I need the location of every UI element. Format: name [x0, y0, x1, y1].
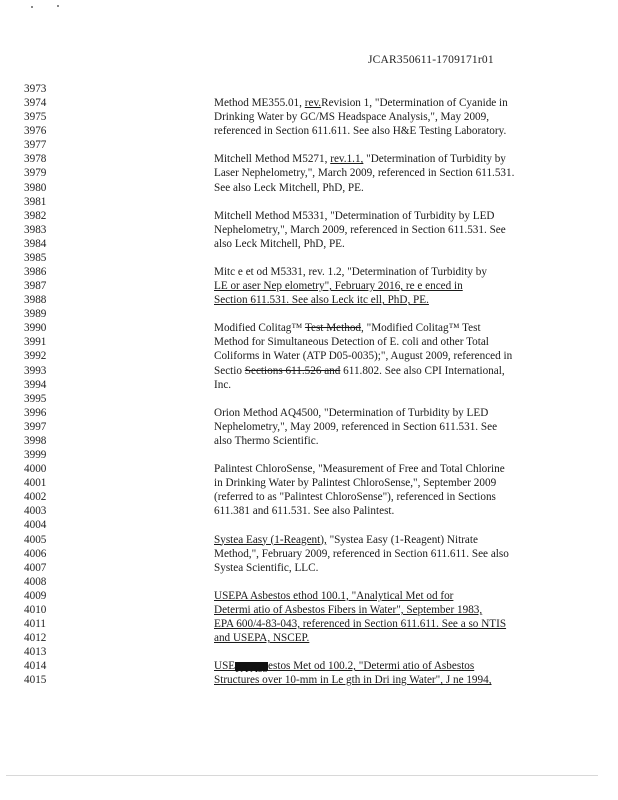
line-number: 4012 [24, 632, 47, 645]
text-segment: also Thermo Scientific. [214, 434, 319, 447]
document-line [0, 462, 618, 476]
inserted-text: USE [214, 660, 236, 673]
text-segment: Mitchell Method M5271, [214, 153, 331, 166]
text-segment: Orion Method AQ4500, "Determination of Turbidity by LED [214, 406, 489, 419]
text-segment: Nephelometry,", March 2009, referenced in Section 611.531. See [214, 223, 506, 236]
line-text [214, 293, 429, 307]
line-text [214, 166, 514, 180]
text-segment: Nephelometry,", May 2009, referenced in Section 611.531. See [214, 420, 498, 433]
inserted-text: and USEPA, NSCEP. [214, 632, 310, 645]
text-segment: in Drinking Water by Palintest ChloroSense,", September 2009 [214, 477, 497, 490]
line-text [214, 279, 463, 293]
line-number: 3990 [24, 322, 47, 335]
document-line [0, 293, 618, 307]
line-number: 4004 [24, 519, 47, 532]
document-line [0, 659, 618, 676]
document-header-code: JCAR350611-1709171r01 [368, 54, 494, 66]
redaction-block: PA Asb [235, 663, 269, 676]
line-text [214, 533, 478, 547]
line-number: 3987 [24, 280, 47, 293]
document-line [0, 575, 618, 589]
document-line [0, 124, 618, 138]
line-number: 4011 [24, 617, 46, 630]
text-segment: Mitchell Method M5331, "Determination of Turbidity by LED [214, 209, 495, 222]
text-segment: Method,", February 2009, referenced in Section 611.611. See also [214, 547, 509, 560]
text-segment: Mitc e et od M5331, rev. 1.2, "Determination of Turbidity by [214, 266, 487, 279]
text-segment: Method ME355.01, [214, 97, 305, 110]
line-number: 3995 [24, 392, 47, 405]
line-text [214, 603, 482, 617]
line-number: 3975 [24, 111, 47, 124]
document-line [0, 490, 618, 504]
document-line [0, 420, 618, 434]
text-segment: Method for Simultaneous Detection of E. coli and other Total [214, 336, 489, 349]
line-text [214, 547, 509, 561]
line-number: 4006 [24, 547, 47, 560]
document-line [0, 631, 618, 645]
line-text [214, 321, 481, 335]
line-number: 3993 [24, 364, 47, 377]
text-segment: also Leck Mitchell, PhD, PE. [214, 237, 345, 250]
line-number: 3991 [24, 336, 47, 349]
line-text [214, 96, 508, 110]
deleted-text: Sections 611.526 and [244, 364, 341, 377]
line-text [214, 617, 506, 631]
line-number: 4009 [24, 589, 47, 602]
text-segment: Laser Nephelometry,", March 2009, referenced in Section 611.531. [214, 167, 515, 180]
line-number: 4008 [24, 575, 47, 588]
document-line [0, 166, 618, 180]
line-number: 3984 [24, 237, 47, 250]
document-line [0, 617, 618, 631]
line-number: 3994 [24, 378, 47, 391]
line-number: 3973 [24, 83, 47, 95]
line-text [214, 476, 496, 490]
line-text [214, 124, 506, 138]
line-number: 3980 [24, 181, 47, 194]
document-line [0, 476, 618, 490]
document-line [0, 349, 618, 363]
document-line [0, 561, 618, 575]
line-number: 3998 [24, 434, 47, 447]
line-number: 3981 [24, 195, 47, 208]
inserted-text: Determi atio of Asbestos Fibers in Water", September 1983, [214, 603, 483, 616]
line-text [214, 673, 492, 687]
text-segment: , "Modified Colitag™ Test [361, 322, 481, 335]
text-segment: Inc. [214, 378, 232, 391]
line-number: 4007 [24, 561, 47, 574]
document-line [0, 406, 618, 420]
text-segment: Modified Colitag™ [214, 322, 305, 335]
line-number: 3977 [24, 139, 47, 152]
document-line [0, 237, 618, 251]
line-text [214, 420, 497, 434]
text-segment: See also Leck Mitchell, PhD, PE. [214, 181, 364, 194]
inserted-text: Section 611.531. See also Leck itc ell, PhD, PE. [214, 294, 429, 307]
document-line [0, 504, 618, 518]
inserted-text: USEPA Asbestos ethod 100.1, "Analytical Met od for [214, 589, 454, 602]
line-text [214, 462, 505, 476]
line-number: 3979 [24, 167, 47, 180]
line-number: 4015 [24, 674, 47, 687]
line-text [214, 209, 495, 223]
document-line [0, 279, 618, 293]
inserted-text: Structures over 10-mm in Le gth in Dri ing Water", J ne 1994, [214, 674, 492, 687]
text-segment: Palintest ChloroSense, "Measurement of Free and Total Chlorine [214, 463, 505, 476]
text-segment: 611.802. See also CPI International, [340, 364, 505, 377]
line-text [214, 659, 475, 676]
document-line [0, 152, 618, 166]
text-segment: Sectio [214, 364, 245, 377]
line-number: 3996 [24, 406, 47, 419]
text-segment: 611.381 and 611.531. See also Palintest. [214, 505, 395, 518]
document-line [0, 321, 618, 335]
document-line [0, 364, 618, 378]
document-line [0, 110, 618, 124]
document-line [0, 307, 618, 321]
line-number: 4014 [24, 660, 47, 673]
line-number: 3989 [24, 308, 47, 321]
inserted-text: LE or aser Nep elometry", February 2016, re e enced in [214, 280, 463, 293]
line-number: 3988 [24, 294, 47, 307]
line-text [214, 490, 496, 504]
document-line [0, 265, 618, 279]
text-segment: "Systea Easy (1-Reagent) Nitrate [326, 533, 478, 546]
text-segment: Drinking Water by GC/MS Headspace Analysis,", May 2009, [214, 111, 490, 124]
document-line [0, 195, 618, 209]
line-text [214, 504, 394, 518]
line-number: 3985 [24, 251, 47, 264]
inserted-text: rev.1.1, [330, 153, 364, 166]
text-segment: Coliforms in Water (ATP D05-0035);", August 2009, referenced in [214, 350, 513, 363]
numbered-text-lines [0, 82, 618, 687]
document-line [0, 96, 618, 110]
inserted-text: EPA 600/4-83-043, referenced in Section 611.611. See a so NTIS [214, 617, 507, 630]
line-number: 3974 [24, 97, 47, 110]
scan-speck [57, 5, 59, 7]
line-text [214, 265, 487, 279]
document-line [0, 448, 618, 462]
document-line [0, 434, 618, 448]
line-text [214, 561, 318, 575]
document-line [0, 392, 618, 406]
document-line [0, 603, 618, 617]
document-line [0, 223, 618, 237]
text-segment: Systea Scientific, LLC. [214, 561, 319, 574]
document-line [0, 378, 618, 392]
line-number: 4003 [24, 505, 47, 518]
line-text [214, 223, 506, 237]
scan-speck [31, 6, 33, 8]
line-number: 4001 [24, 477, 47, 490]
line-number: 3999 [24, 449, 47, 462]
line-text [214, 181, 364, 195]
document-line [0, 251, 618, 265]
inserted-text: Systea Easy (1-Reagent), [214, 533, 327, 546]
line-number: 3986 [24, 266, 47, 279]
document-line [0, 209, 618, 223]
line-text [214, 364, 505, 378]
inserted-text: rev. [304, 97, 322, 110]
page-bottom-rule [6, 775, 598, 776]
text-segment: (referred to as "Palintest ChloroSense"), referenced in Sections [214, 491, 496, 504]
document-line [0, 335, 618, 349]
line-text [214, 152, 506, 166]
line-number: 3992 [24, 350, 47, 363]
line-text [214, 589, 453, 603]
inserted-text: estos Met od 100.2, "Determi atio of Asbestos [268, 660, 475, 673]
document-line [0, 589, 618, 603]
line-number: 3997 [24, 420, 47, 433]
document-line [0, 138, 618, 152]
line-text [214, 110, 489, 124]
line-text [214, 631, 309, 645]
text-segment: Revision 1, "Determination of Cyanide in [321, 97, 508, 110]
line-text [214, 434, 319, 448]
document-line [0, 518, 618, 532]
document-line [0, 645, 618, 659]
line-number: 4013 [24, 646, 47, 659]
text-segment: "Determination of Turbidity by [363, 153, 506, 166]
line-text [214, 349, 512, 363]
line-text [214, 378, 231, 392]
document-line [0, 82, 618, 96]
line-number: 3978 [24, 153, 47, 166]
line-text [214, 335, 489, 349]
deleted-text: Test Method [304, 322, 362, 335]
line-number: 4000 [24, 463, 47, 476]
line-number: 4002 [24, 491, 47, 504]
line-number: 4010 [24, 603, 47, 616]
line-text [214, 406, 488, 420]
text-segment: referenced in Section 611.611. See also H&E Testing Laboratory. [214, 125, 507, 138]
line-text [214, 237, 345, 251]
line-number: 3983 [24, 223, 47, 236]
document-line [0, 673, 618, 687]
line-number: 3982 [24, 209, 47, 222]
line-number: 3976 [24, 125, 47, 138]
line-number: 4005 [24, 533, 47, 546]
document-line [0, 533, 618, 547]
document-line [0, 547, 618, 561]
document-line [0, 181, 618, 195]
